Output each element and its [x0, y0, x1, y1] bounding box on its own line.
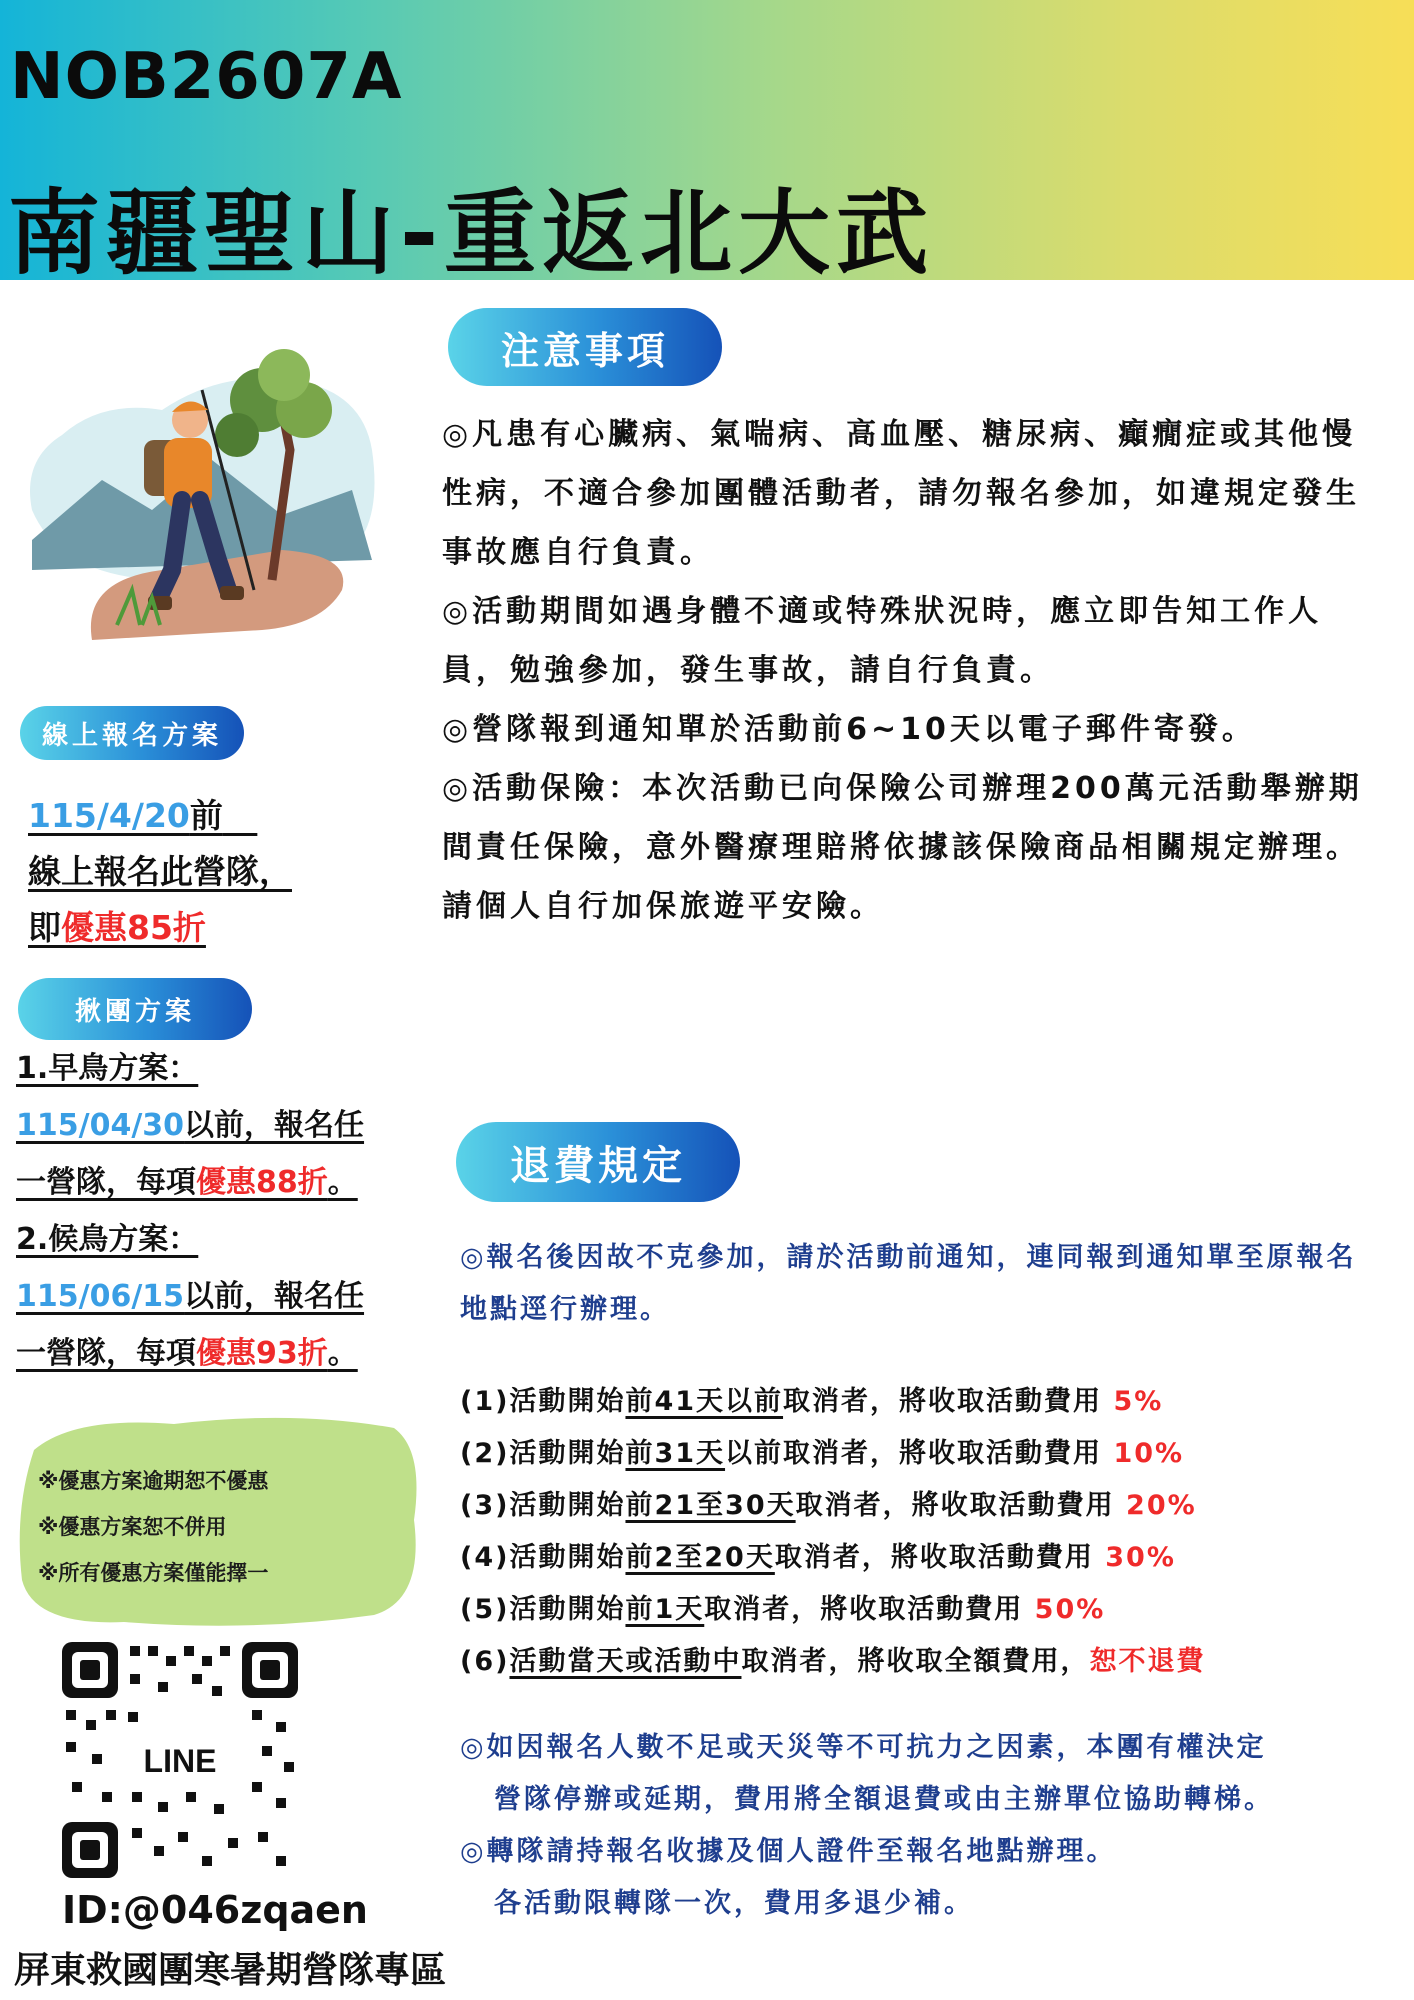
notice-label: 注意事項 — [448, 308, 722, 386]
refund-rule-text: 取消者，將收取全額費用， — [741, 1646, 1090, 1677]
online-plan-date-suffix: 前 — [189, 796, 223, 835]
hiker-illustration — [22, 340, 382, 640]
waitlist-text1: 以前，報名任 — [184, 1279, 365, 1314]
line-qr-code[interactable] — [62, 1642, 298, 1878]
early-bird-discount: 優惠88折 — [196, 1165, 328, 1200]
notice-body — [442, 405, 1382, 936]
online-plan-text — [28, 788, 292, 956]
refund-rule-fee: 20% — [1126, 1490, 1197, 1521]
refund-rule-term: 前2至20天 — [625, 1542, 775, 1573]
refund-intro: ◎報名後因故不克參加，請於活動前通知，連同報到通知單至原報名地點逕行辦理。 — [460, 1242, 1357, 1325]
refund-rule — [460, 1480, 1380, 1532]
refund-rule — [460, 1636, 1380, 1688]
refund-note: ◎如因報名人數不足或天災等不可抗力之因素，本團有權決定 — [460, 1732, 1267, 1763]
refund-rule-fee: 恕不退費 — [1089, 1646, 1206, 1677]
refund-rule — [460, 1584, 1380, 1636]
refund-rule-prefix: (4)活動開始 — [460, 1542, 626, 1573]
refund-rule-text: 取消者，將收取活動費用 — [774, 1542, 1106, 1573]
notice-paragraph: ◎凡患有心臟病、氣喘病、高血壓、糖尿病、癲癇症或其他慢性病，不適合參加團體活動者，請勿報名參加，如違規定發生事故應自行負責。 — [442, 417, 1360, 570]
online-plan-label: 線上報名方案 — [20, 706, 244, 760]
discount-notes — [38, 1458, 268, 1596]
camp-code: NOB2607A — [10, 40, 403, 114]
footer-title: 屏東救國團寒暑期營隊專區 — [14, 1950, 447, 1991]
early-bird-date: 115/04/30 — [16, 1108, 185, 1143]
refund-rule-prefix: (6) — [460, 1646, 510, 1677]
refund-rule-text: 以前取消者，將收取活動費用 — [725, 1438, 1114, 1469]
waitlist-text2: 一營隊，每項 — [16, 1336, 196, 1371]
notice-paragraph: ◎活動期間如遇身體不適或特殊狀況時，應立即告知工作人員，勉強參加，發生事故，請自行負責。 — [442, 594, 1323, 688]
early-bird-text2: 一營隊，每項 — [16, 1165, 196, 1200]
refund-rules — [460, 1376, 1380, 1688]
online-plan-discount: 優惠85折 — [61, 908, 206, 947]
page-title: 南疆聖山-重返北大武 — [8, 180, 935, 287]
waitlist-title: 2.候鳥方案： — [16, 1222, 199, 1257]
line-id: ID:@046zqaen — [62, 1888, 368, 1932]
refund-rule-fee: 50% — [1034, 1594, 1106, 1625]
notice-paragraph: 請個人自行加保旅遊平安險。 — [442, 889, 884, 924]
refund-rule-prefix: (1)活動開始 — [460, 1386, 626, 1417]
early-bird-title: 1.早鳥方案： — [16, 1051, 199, 1086]
refund-notes — [460, 1722, 1390, 1930]
refund-rule-term: 活動當天或活動中 — [509, 1646, 742, 1677]
refund-rule-fee: 30% — [1105, 1542, 1176, 1573]
refund-rule-prefix: (2)活動開始 — [460, 1438, 626, 1469]
refund-rule-text: 取消者，將收取活動費用 — [704, 1594, 1035, 1625]
waitlist-discount: 優惠93折 — [196, 1336, 328, 1371]
refund-rule-text: 取消者，將收取活動費用 — [783, 1386, 1114, 1417]
refund-rule-fee: 5% — [1113, 1386, 1164, 1417]
early-bird-end: 。 — [327, 1165, 358, 1200]
refund-rule-prefix: (5)活動開始 — [460, 1594, 626, 1625]
refund-rule-fee: 10% — [1113, 1438, 1185, 1469]
refund-note: 營隊停辦或延期，費用將全額退費或由主辦單位協助轉梯。 — [494, 1784, 1274, 1815]
group-plan-label: 揪團方案 — [18, 978, 252, 1040]
refund-note: 各活動限轉隊一次，費用多退少補。 — [494, 1888, 974, 1919]
refund-rule-term: 前1天 — [625, 1594, 705, 1625]
refund-rule-prefix: (3)活動開始 — [460, 1490, 626, 1521]
refund-rule-term: 前31天 — [625, 1438, 726, 1469]
group-plan-text — [16, 1040, 364, 1382]
refund-note: ◎轉隊請持報名收據及個人證件至報名地點辦理。 — [460, 1836, 1117, 1867]
notice-paragraph: ◎活動保險：本次活動已向保險公司辦理200萬元活動舉辦期間責任保險，意外醫療理賠將依據該保險商品相關規定辦理。 — [442, 771, 1363, 865]
online-plan-line3-prefix: 即 — [28, 908, 61, 947]
refund-rule — [460, 1428, 1380, 1480]
refund-rule-term: 前41天以前 — [625, 1386, 784, 1417]
discount-note: ※所有優惠方案僅能擇一 — [38, 1561, 269, 1585]
early-bird-text1: 以前，報名任 — [184, 1108, 365, 1143]
waitlist-date: 115/06/15 — [16, 1279, 185, 1314]
refund-rule-term: 前21至30天 — [625, 1490, 796, 1521]
discount-note: ※優惠方案逾期恕不優惠 — [38, 1469, 269, 1493]
refund-rule — [460, 1532, 1380, 1584]
refund-rule-text: 取消者，將收取活動費用 — [795, 1490, 1127, 1521]
refund-rule — [460, 1376, 1380, 1428]
discount-note: ※優惠方案恕不併用 — [38, 1515, 227, 1539]
waitlist-end: 。 — [327, 1336, 358, 1371]
refund-label: 退費規定 — [456, 1122, 740, 1202]
online-plan-date: 115/4/20 — [28, 796, 190, 835]
header-banner — [0, 0, 1414, 287]
qr-center-label: LINE — [143, 1743, 217, 1779]
notice-paragraph: ◎營隊報到通知單於活動前6~10天以電子郵件寄發。 — [442, 712, 1256, 747]
online-plan-line2: 線上報名此營隊， — [28, 852, 292, 891]
